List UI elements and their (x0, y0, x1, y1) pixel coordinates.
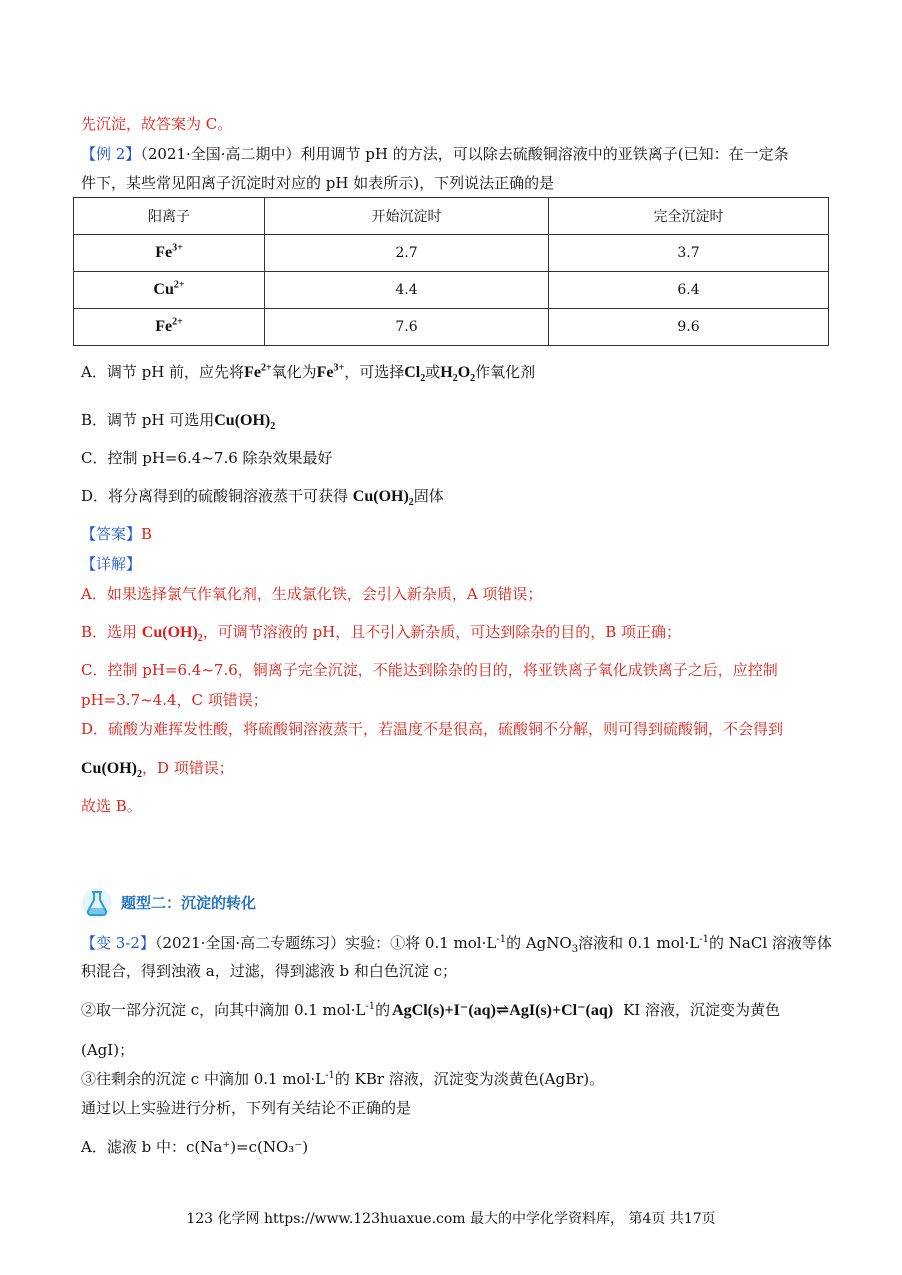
detail-tag: 【详解】 (81, 555, 142, 573)
table-header-row (74, 198, 829, 235)
option-c: C．控制 pH=6.4~7.6 除杂效果最好 (81, 449, 333, 467)
page-footer: 123 化学网 https://www.123huaxue.com 最大的中学化学资料库， 第4页 共17页 (186, 1211, 716, 1227)
table-row (74, 309, 829, 346)
cell-complete: 6.4 (549, 272, 829, 309)
example-stem-text1: （2021·全国·高二期中）利用调节 pH 的方法，可以除去硫酸铜溶液中的亚铁离子(已知：在一定条 (140, 145, 789, 163)
header-start: 开始沉淀时 (265, 198, 549, 235)
header-complete: 完全沉淀时 (549, 198, 829, 235)
example-stem-line1 (81, 144, 789, 164)
reaction-equation: AgCl(s)+I⁻(aq)⇌AgI(s)+Cl⁻(aq) (392, 1002, 614, 1019)
detail-c-line1: C．控制 pH=6.4~7.6，铜离子完全沉淀，不能达到除杂的目的，将亚铁离子氧化成铁离子之后，应控制 (81, 661, 778, 679)
header-cation: 阳离子 (74, 198, 265, 235)
option-b: B．调节 pH 可选用$Cu(OH)_2$ (81, 411, 276, 433)
table-row (74, 235, 829, 272)
cell-ion: $Cu^{2+}$ (74, 272, 265, 309)
answer-value: B (141, 525, 153, 543)
table-row (74, 272, 829, 309)
example-stem-line2: 件下，某些常见阳离子沉淀时对应的 pH 如表所示)，下列说法正确的是 (81, 174, 555, 192)
cell-complete: 9.6 (549, 309, 829, 346)
intro-line: 先沉淀，故答案为 C。 (81, 115, 233, 133)
option-a: A．调节 pH 前，应先将$Fe^{2+}$氧化为$Fe^{3+}$，可选择$Cl_2$或$H_2O_2$作氧化剂 (81, 362, 536, 385)
variant-line1: 【变 3-2】（2021·全国·高二专题练习）实验：①将 0.1 $mol\cdot L^{-1}$的 AgNO$_3$溶液和 0.1 $mol\cdot L^{-1}$的 NaCl 溶液等体 (81, 934, 832, 955)
detail-a: A．如果选择氯气作氧化剂，生成氯化铁，会引入新杂质，A 项错误； (81, 585, 543, 603)
flask-icon (80, 886, 114, 920)
cell-start: 7.6 (265, 309, 549, 346)
answer-line (81, 524, 152, 544)
variant-line6: 通过以上实验进行分析，下列有关结论不正确的是 (81, 1099, 412, 1117)
detail-b: B．选用 $Cu(OH)_2$，可调节溶液的 pH，且不引入新杂质，可达到除杂的目的，B 项正确； (81, 623, 682, 645)
cell-start: 2.7 (265, 235, 549, 272)
cell-ion: $Fe^{2+}$ (74, 309, 265, 346)
cell-ion: $Fe^{3+}$ (74, 235, 265, 272)
variant-line2: 积混合，得到浊液 a，过滤，得到滤液 b 和白色沉淀 c； (81, 962, 458, 980)
ph-table (73, 197, 829, 346)
answer-tag: 【答案】 (81, 525, 142, 543)
cell-start: 4.4 (265, 272, 549, 309)
option-d: D．将分离得到的硫酸铜溶液蒸干可获得 $Cu(OH)_2$固体 (81, 487, 444, 509)
conclusion: 故选 B。 (81, 797, 142, 815)
variant-tag: 【变 3-2】 (81, 934, 155, 952)
detail-d-line1: D．硫酸为难挥发性酸，将硫酸铜溶液蒸干，若温度不是很高，硫酸铜不分解，则可得到硫酸铜，不会得到 (81, 720, 784, 738)
variant-option-a: A．滤液 b 中：c(Na⁺)=c(NO₃⁻) (81, 1138, 309, 1156)
detail-c-line2: pH=3.7~4.4，C 项错误； (81, 691, 268, 709)
detail-d-line2: $Cu(OH)_2$，D 项错误； (81, 759, 234, 781)
example-tag: 【例 2】 (81, 145, 141, 163)
variant-line4: (AgI)； (81, 1041, 135, 1059)
cell-complete: 3.7 (549, 235, 829, 272)
section-title: 题型二：沉淀的转化 (121, 894, 257, 912)
variant-line5: ③往剩余的沉淀 c 中滴加 0.1 $mol\cdot L^{-1}$的 KBr 溶液，沉淀变为淡黄色(AgBr)。 (81, 1070, 605, 1088)
variant-line3: ②取一部分沉淀 c，向其中滴加 0.1 $mol\cdot L^{-1}$的 AgCl(s)+I⁻(aq)⇌AgI(s)+Cl⁻(aq) KI 溶液，沉淀变为黄色 (81, 1001, 780, 1019)
